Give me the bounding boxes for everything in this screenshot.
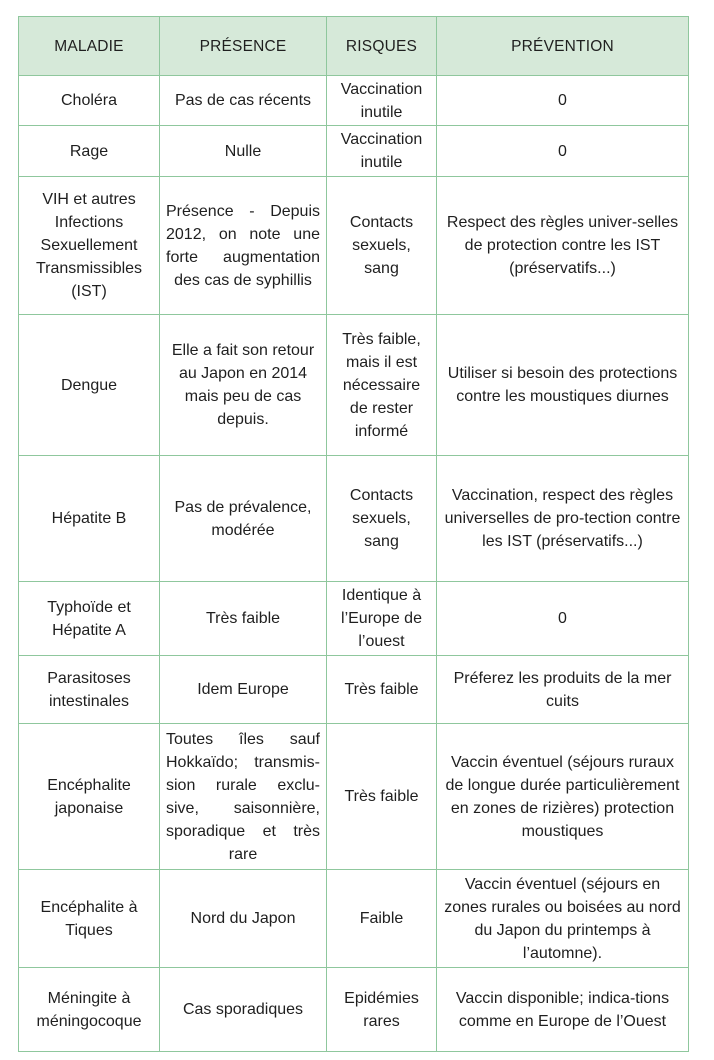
cell-prevention: 0 bbox=[437, 582, 689, 656]
cell-maladie: Encéphalite japonaise bbox=[19, 724, 160, 870]
cell-presence: Nord du Japon bbox=[160, 870, 327, 968]
health-risk-table bbox=[18, 16, 689, 1052]
cell-prevention: Vaccin éventuel (séjours ruraux de longue durée particulièrement en zones de rizières) protection moustiques bbox=[437, 724, 689, 870]
cell-risques: Faible bbox=[327, 870, 437, 968]
cell-risques: Vaccination inutile bbox=[327, 126, 437, 177]
cell-presence: Toutes îles sauf Hokkaïdo; transmis-sion rurale exclu-sive, saisonnière, sporadique et très rare bbox=[160, 724, 327, 870]
cell-risques: Très faible bbox=[327, 656, 437, 724]
table-row bbox=[19, 177, 689, 315]
header-prevention: PRÉVENTION bbox=[437, 17, 689, 76]
cell-prevention: Vaccin disponible; indica-tions comme en Europe de l’Ouest bbox=[437, 968, 689, 1052]
cell-maladie: Dengue bbox=[19, 315, 160, 456]
table-row bbox=[19, 315, 689, 456]
cell-risques: Contacts sexuels, sang bbox=[327, 456, 437, 582]
table-row bbox=[19, 968, 689, 1052]
cell-presence: Très faible bbox=[160, 582, 327, 656]
cell-prevention: 0 bbox=[437, 76, 689, 126]
cell-prevention: Utiliser si besoin des protections contre les moustiques diurnes bbox=[437, 315, 689, 456]
cell-maladie: VIH et autres Infections Sexuellement Transmissibles (IST) bbox=[19, 177, 160, 315]
cell-prevention: Vaccin éventuel (séjours en zones rurales ou boisées au nord du Japon du printemps à l’automne). bbox=[437, 870, 689, 968]
cell-maladie: Rage bbox=[19, 126, 160, 177]
cell-risques: Contacts sexuels, sang bbox=[327, 177, 437, 315]
cell-presence: Présence - Depuis 2012, on note une forte augmentation des cas de syphillis bbox=[160, 177, 327, 315]
cell-maladie: Typhoïde et Hépatite A bbox=[19, 582, 160, 656]
cell-prevention: 0 bbox=[437, 126, 689, 177]
cell-presence: Nulle bbox=[160, 126, 327, 177]
cell-maladie: Choléra bbox=[19, 76, 160, 126]
cell-risques: Très faible bbox=[327, 724, 437, 870]
cell-prevention: Vaccination, respect des règles universelles de pro-tection contre les IST (préservatifs...) bbox=[437, 456, 689, 582]
cell-risques: Très faible, mais il est nécessaire de rester informé bbox=[327, 315, 437, 456]
table-row bbox=[19, 76, 689, 126]
table-row bbox=[19, 870, 689, 968]
cell-prevention: Respect des règles univer-selles de protection contre les IST (préservatifs...) bbox=[437, 177, 689, 315]
cell-maladie: Méningite à méningocoque bbox=[19, 968, 160, 1052]
table-header-row bbox=[19, 17, 689, 76]
cell-risques: Identique à l’Europe de l’ouest bbox=[327, 582, 437, 656]
table-row bbox=[19, 724, 689, 870]
cell-risques: Vaccination inutile bbox=[327, 76, 437, 126]
health-risk-table-frame bbox=[18, 16, 688, 1052]
cell-presence: Pas de cas récents bbox=[160, 76, 327, 126]
table-row bbox=[19, 126, 689, 177]
cell-maladie: Hépatite B bbox=[19, 456, 160, 582]
cell-risques: Epidémies rares bbox=[327, 968, 437, 1052]
table-row bbox=[19, 456, 689, 582]
cell-prevention: Préferez les produits de la mer cuits bbox=[437, 656, 689, 724]
cell-presence: Cas sporadiques bbox=[160, 968, 327, 1052]
cell-maladie: Parasitoses intestinales bbox=[19, 656, 160, 724]
cell-presence: Pas de prévalence, modérée bbox=[160, 456, 327, 582]
header-risques: RISQUES bbox=[327, 17, 437, 76]
cell-presence: Elle a fait son retour au Japon en 2014 mais peu de cas depuis. bbox=[160, 315, 327, 456]
table-row bbox=[19, 582, 689, 656]
cell-maladie: Encéphalite à Tiques bbox=[19, 870, 160, 968]
header-presence: PRÉSENCE bbox=[160, 17, 327, 76]
header-maladie: MALADIE bbox=[19, 17, 160, 76]
cell-presence: Idem Europe bbox=[160, 656, 327, 724]
table-row bbox=[19, 656, 689, 724]
